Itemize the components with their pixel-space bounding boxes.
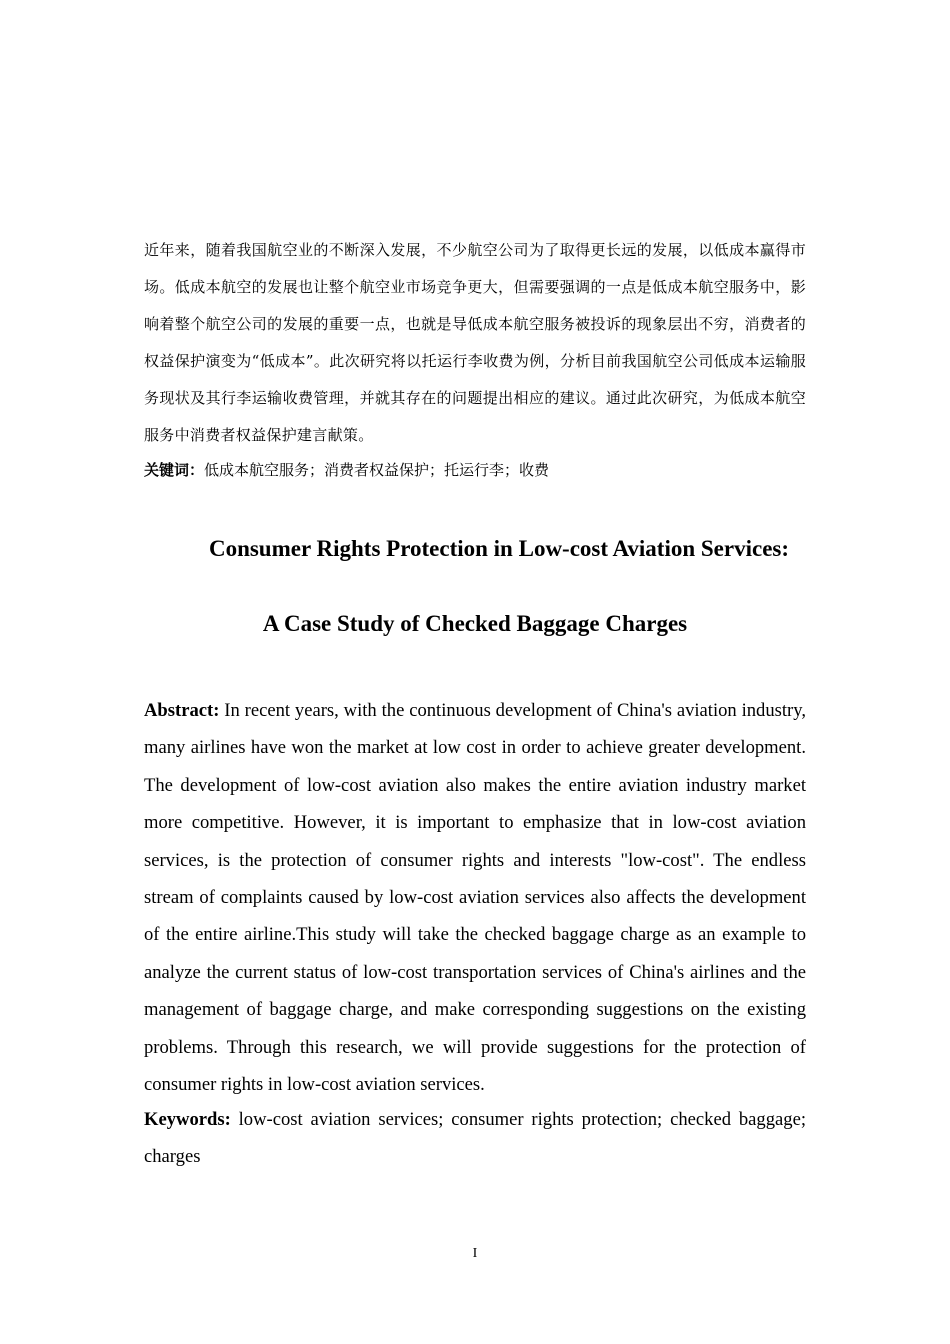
english-keywords-label: Keywords:	[144, 1109, 231, 1130]
english-keywords	[144, 1101, 806, 1176]
chinese-abstract: 近年来，随着我国航空业的不断深入发展，不少航空公司为了取得更长远的发展，以低成本赢得市场。低成本航空的发展也让整个航空业市场竞争更大，但需要强调的一点是低成本航空服务中，影响着整个航空公司的发展的重要一点，也就是导低成本航空服务被投诉的现象层出不穷，消费者的权益保护演变为“低成本”。此次研究将以托运行李收费为例，分析目前我国航空公司低成本运输服务现状及其行李运输收费管理，并就其存在的问题提出相应的建议。通过此次研究，为低成本航空服务中消费者权益保护建言献策。	[144, 241, 806, 444]
chinese-keywords-label: 关键词：	[144, 461, 205, 479]
english-abstract	[144, 692, 806, 1103]
page-number: I	[472, 1246, 478, 1261]
chinese-keywords-text: 低成本航空服务；消费者权益保护；托运行李；收费	[204, 461, 550, 479]
english-abstract-label: Abstract:	[144, 700, 220, 721]
english-abstract-text: In recent years, with the continuous development of China's aviation industry, many airlines have won the market at low cost in order to achieve greater development. The development of low-cost aviation also makes the entire aviation industry market more competitive. However, it is important to emphasize that in low-cost aviation services, is the protection of consumer rights and interests "low-cost". The endless stream of complaints caused by low-cost aviation services also affects the development of the entire airline.This study will take the checked baggage charge as an example to analyze the current status of low-cost transportation services of China's airlines and the management of baggage charge, and make corresponding suggestions on the existing problems. Through this research, we will provide suggestions for the protection of consumer rights in low-cost aviation services.	[144, 700, 806, 1096]
chinese-keywords	[144, 455, 806, 485]
english-keywords-text: low-cost aviation services; consumer rights protection; checked baggage; charges	[144, 1109, 806, 1168]
english-title-line-2: A Case Study of Checked Baggage Charges	[262, 611, 688, 636]
english-title-line-1: Consumer Rights Protection in Low-cost Aviation Services:	[208, 536, 790, 561]
